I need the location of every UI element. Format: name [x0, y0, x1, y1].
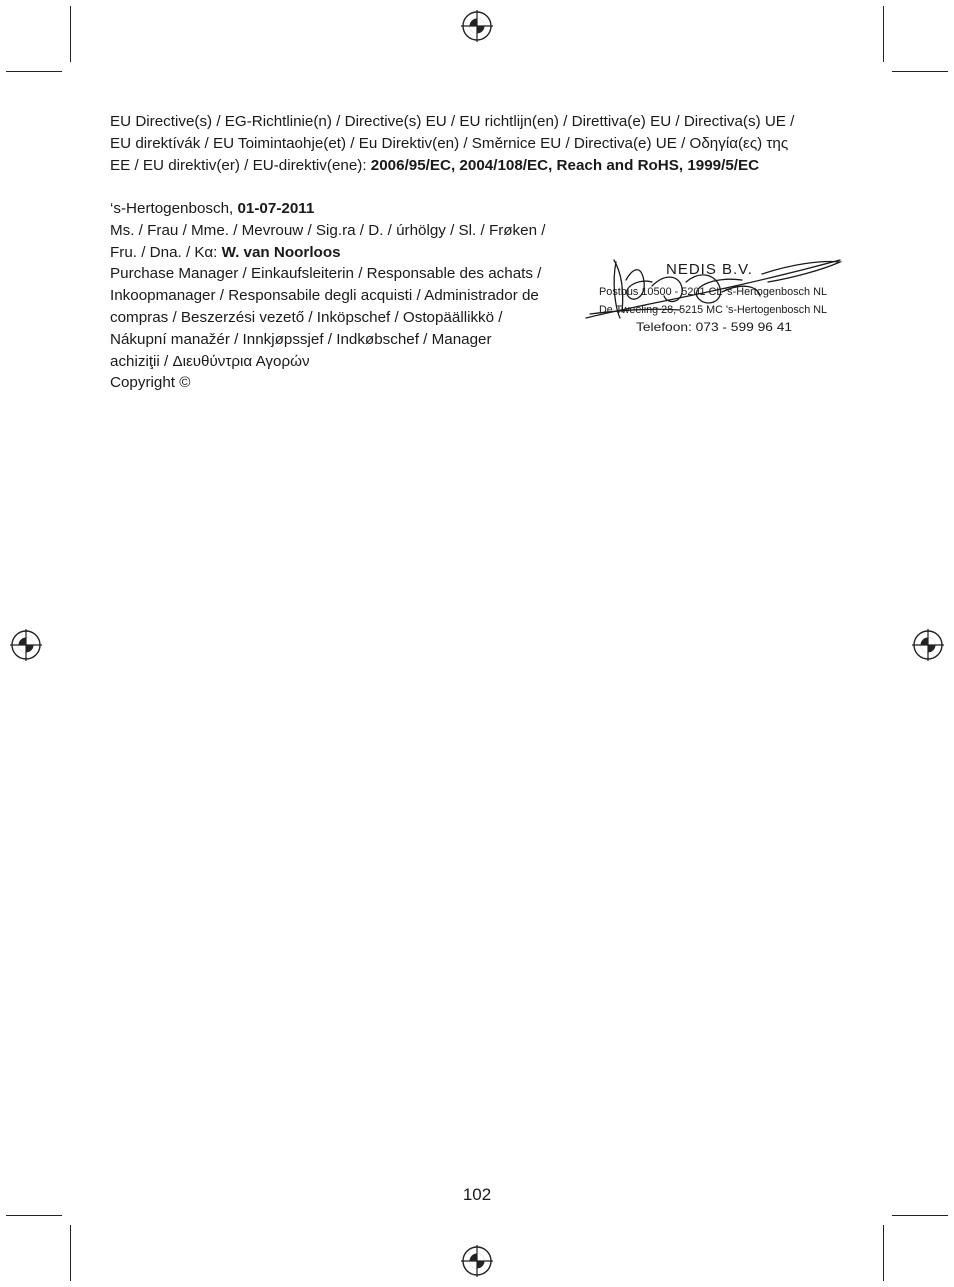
stamp-address-2: De Tweeling 28, 5215 MC 's-Hertogenbosch NL [599, 304, 827, 316]
title-line: Nákupní manažér / Innkjøpssjef / Indkøbschef / Manager [110, 330, 492, 348]
crop-mark [892, 71, 948, 72]
date: 01-07-2011 [237, 200, 315, 217]
registration-target-icon [911, 628, 945, 662]
salutation-line [110, 242, 580, 264]
stamp-address-1: Postbus 10500 - 5201 CL 's-Hertogenbosch NL [599, 286, 827, 298]
stamp-company: NEDIS B.V. [666, 261, 753, 278]
crop-mark [70, 1225, 71, 1281]
title-line: compras / Beszerzési vezető / Inköpschef / Ostopäällikkö / [110, 308, 503, 326]
directive-line-text: EE / EU direktiv(er) / EU-direktiv(ene): [110, 156, 371, 174]
salutation-line: Ms. / Frau / Mme. / Mevrouw / Sig.ra / D. / úrhölgy / Sl. / Frøken / [110, 221, 546, 239]
directive-paragraph [110, 111, 850, 176]
crop-mark [883, 1225, 884, 1281]
crop-mark [892, 1215, 948, 1216]
company-stamp [582, 252, 844, 342]
directive-line: EU direktívák / EU Toimintaohje(et) / Eu Direktiv(en) / Směrnice EU / Directiva(e) UE / Οδηγία(ες) της [110, 134, 789, 152]
directive-line [110, 155, 850, 177]
title-line: Inkoopmanager / Responsabile degli acquisti / Administrador de [110, 287, 539, 305]
crop-mark [883, 6, 884, 62]
salutation-prefix: Fru. / Dna. / Κα: [110, 243, 222, 261]
stamp-phone: Telefoon: 073 - 599 96 41 [636, 320, 793, 334]
signer-name: W. van Noorloos [221, 243, 341, 261]
title-line: Purchase Manager / Einkaufsleiterin / Responsable des achats / [110, 265, 542, 283]
directive-line: EU Directive(s) / EG-Richtlinie(n) / Directive(s) EU / EU richtlijn(en) / Direttiva(e) EU / Directiva(s) UE / [110, 113, 795, 130]
registration-target-icon [460, 1244, 494, 1278]
place: ‘s-Hertogenbosch, [110, 200, 238, 217]
crop-mark [6, 1215, 62, 1216]
signer-block [110, 198, 580, 394]
copyright: Copyright © [110, 374, 191, 392]
registration-target-icon [460, 9, 494, 43]
crop-mark [6, 71, 62, 72]
page-number: 102 [462, 1185, 492, 1204]
directive-list: 2006/95/EC, 2004/108/EC, Reach and RoHS, 1999/5/EC [370, 156, 760, 174]
title-line: achiziţii / Διευθύντρια Αγορών [110, 352, 310, 370]
place-date-line [110, 198, 580, 220]
crop-mark [70, 6, 71, 62]
registration-target-icon [9, 628, 43, 662]
